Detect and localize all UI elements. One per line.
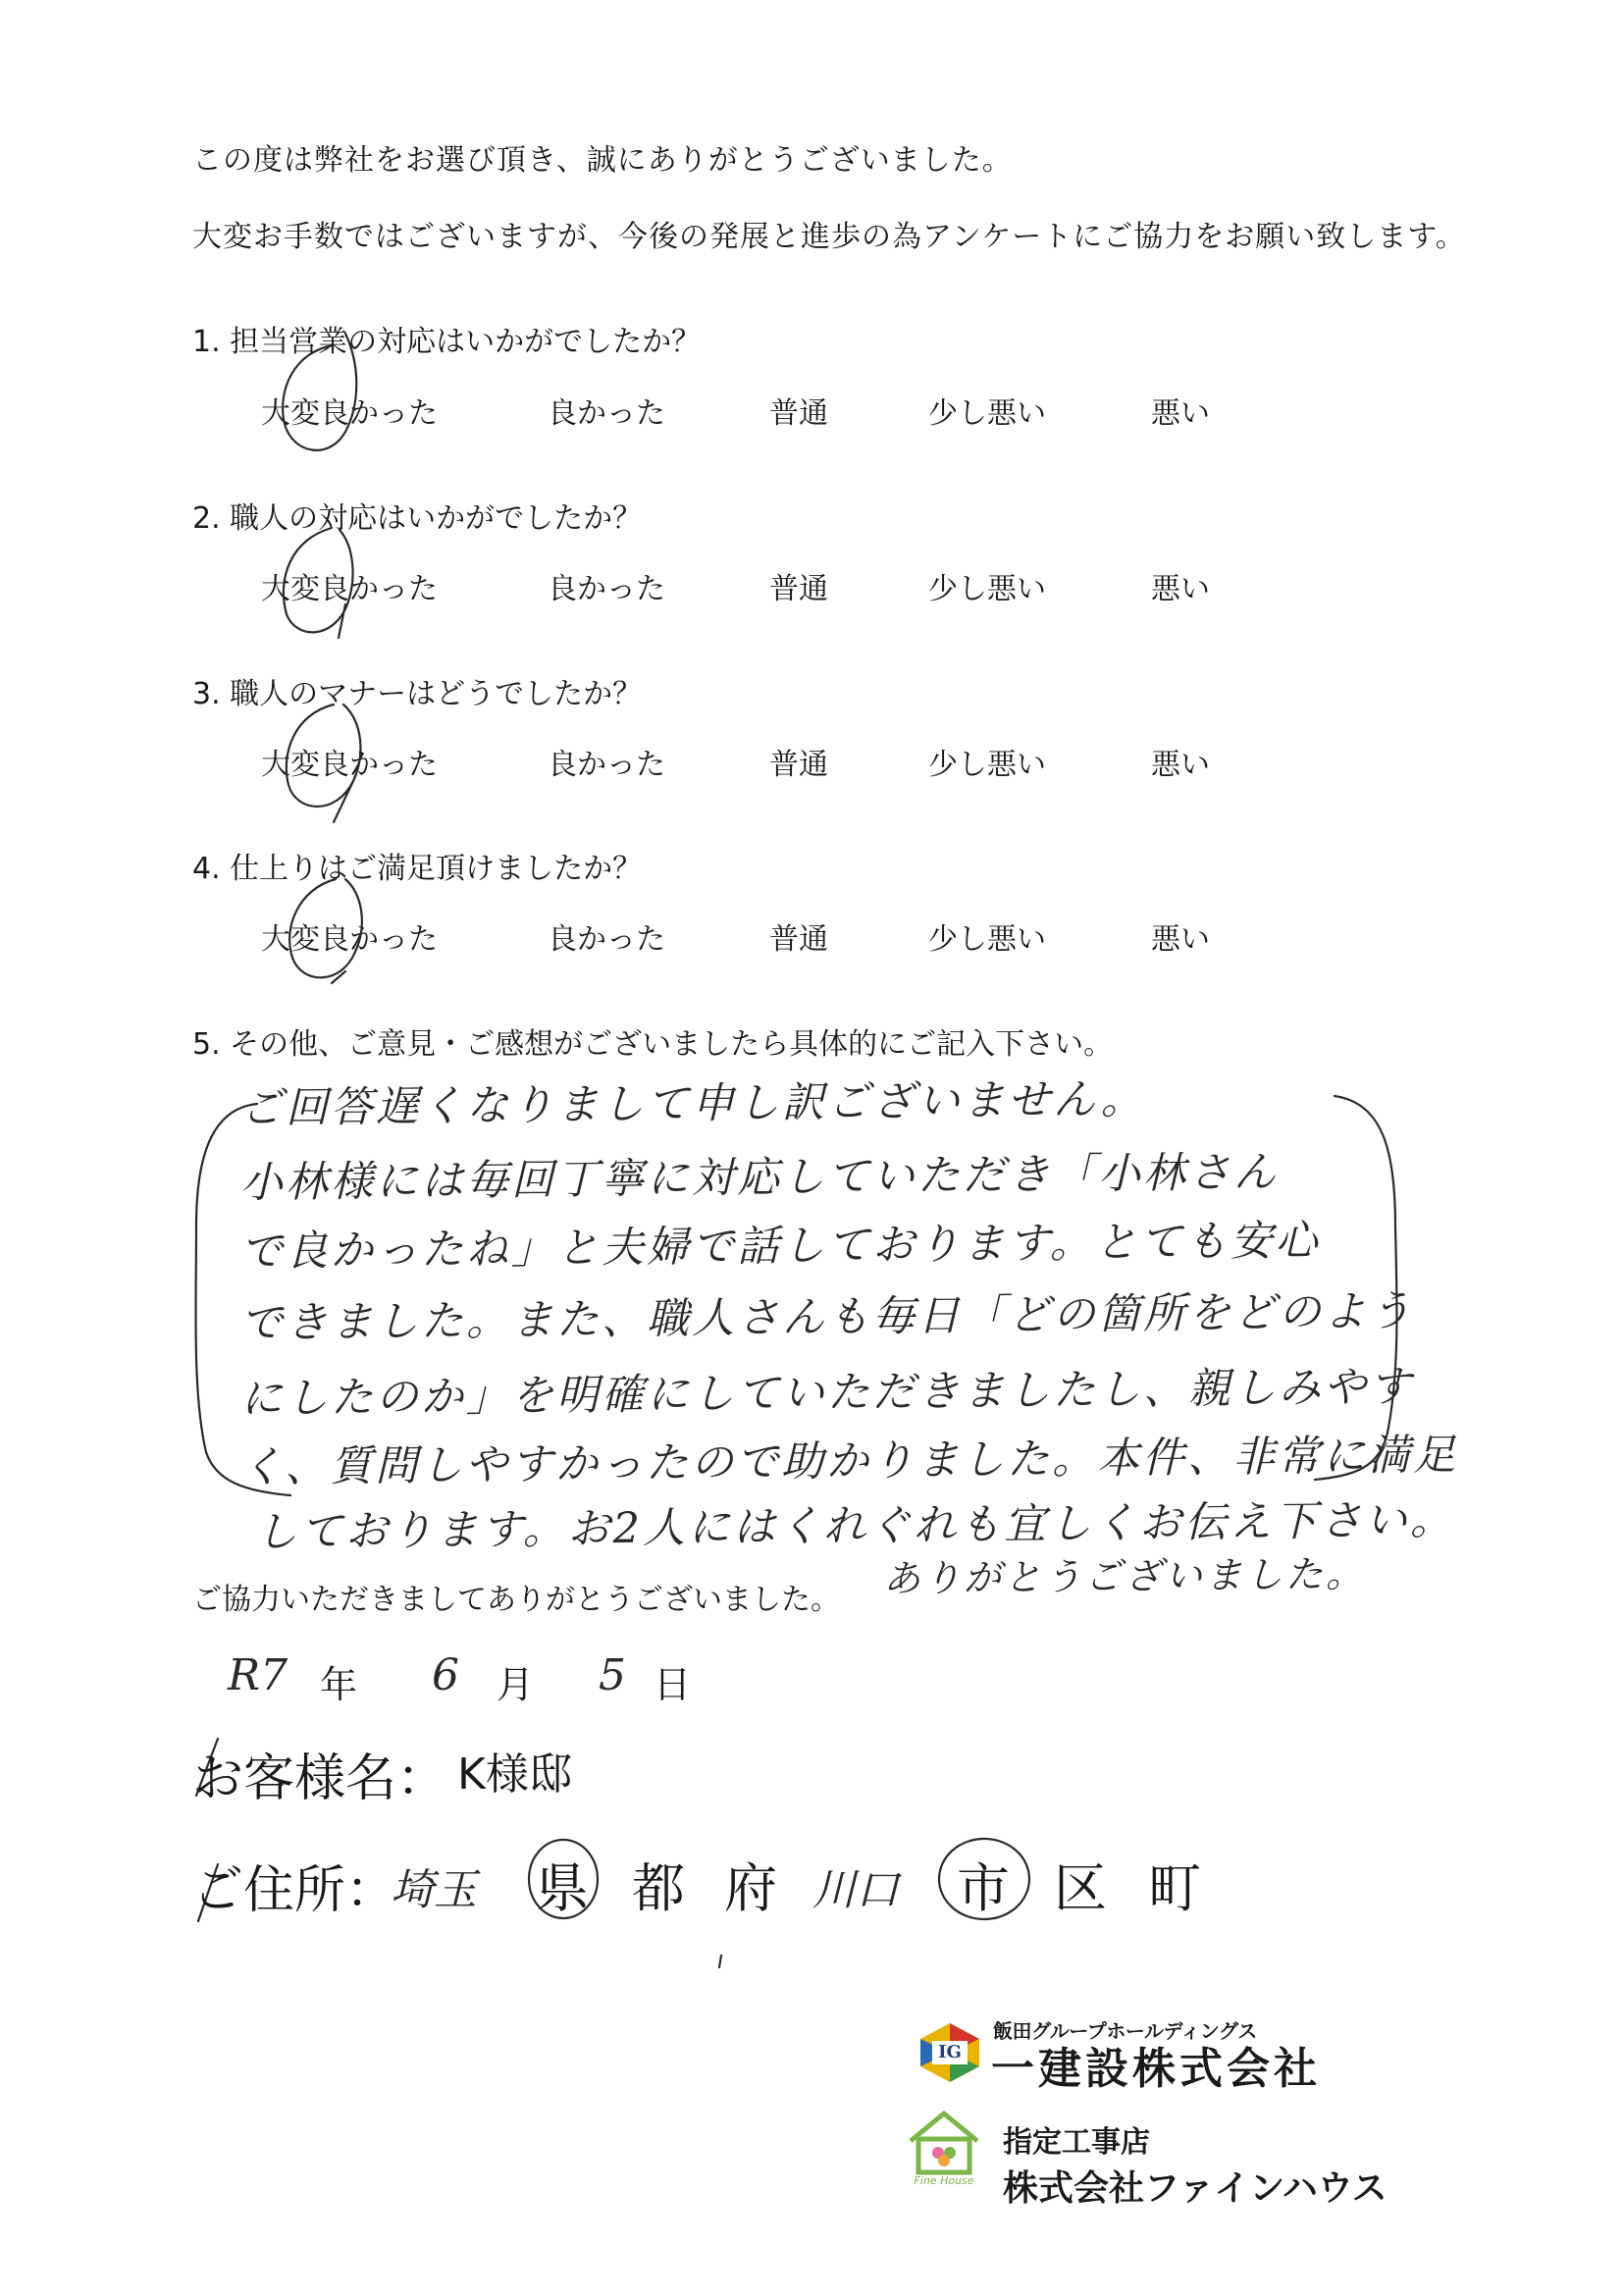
scan-mark: [719, 1956, 721, 1967]
question-5: 5. その他、ご意見・ご感想がございましたら具体的にご記入下さい。: [192, 1027, 1114, 1062]
date-day-label: 日: [654, 1663, 692, 1706]
ig-logo-text: IG: [938, 2042, 962, 2062]
q1-option-normal[interactable]: 普通: [769, 396, 828, 431]
q1-option-good[interactable]: 良かった: [548, 396, 665, 431]
city-unit-ku[interactable]: 区: [1054, 1857, 1107, 1919]
q4-option-very-good[interactable]: 大変良かった: [261, 922, 438, 957]
address-prefecture[interactable]: 埼玉: [391, 1865, 477, 1915]
q1-option-bad[interactable]: 悪い: [1151, 396, 1210, 431]
agent-label: 指定工事店: [1003, 2125, 1150, 2160]
q4-option-bad[interactable]: 悪い: [1151, 922, 1210, 957]
company-name: 一建設株式会社: [991, 2044, 1321, 2094]
intro-line-2: 大変お手数ではございますが、今後の発展と進歩の為アンケートにご協力をお願い致します。: [192, 220, 1466, 254]
date-month-label: 月: [497, 1663, 535, 1706]
comment-line-5: にしたのか」を明確にしていただきましたし、親しみやす: [239, 1362, 1415, 1424]
ig-logo: [918, 2021, 981, 2084]
pref-unit-fu[interactable]: 府: [724, 1857, 777, 1919]
q3-option-good[interactable]: 良かった: [548, 748, 665, 782]
city-unit-cho[interactable]: 町: [1148, 1857, 1201, 1919]
q2-option-good[interactable]: 良かった: [548, 572, 665, 606]
house-icon: [905, 2108, 983, 2176]
comment-line-4: できました。また、職人さんも毎日「どの箇所をどのよう: [239, 1286, 1415, 1348]
q4-option-normal[interactable]: 普通: [769, 922, 828, 957]
q3-option-slightly-bad[interactable]: 少し悪い: [928, 748, 1046, 782]
thanks-text: ご協力いただきましてありがとうございました。: [192, 1583, 840, 1617]
date-day: 5: [599, 1650, 626, 1700]
comment-line-2: 小林様には毎回丁寧に対応していただき「小林さん: [239, 1147, 1280, 1208]
date-era-year: R7: [228, 1650, 288, 1700]
finehouse-logo-text: Fine House: [914, 2174, 974, 2187]
date-year-label: 年: [320, 1663, 358, 1706]
comment-line-1: ご回答遅くなりまして申し訳ございません。: [239, 1074, 1146, 1133]
question-2: 2. 職人の対応はいかがでしたか？: [192, 501, 643, 536]
q2-option-very-good[interactable]: 大変良かった: [261, 572, 438, 606]
q2-answer-circle: [284, 528, 353, 638]
intro-line-1: この度は弊社をお選び頂き、誠にありがとうございました。: [192, 143, 1013, 178]
address-label: ご住所：: [192, 1861, 397, 1920]
q4-option-slightly-bad[interactable]: 少し悪い: [928, 922, 1046, 957]
q3-option-normal[interactable]: 普通: [769, 748, 828, 782]
q2-option-normal[interactable]: 普通: [769, 572, 828, 606]
customer-label: お客様名：: [192, 1749, 448, 1808]
q1-option-very-good[interactable]: 大変良かった: [261, 396, 438, 431]
q4-answer-circle: [289, 879, 362, 983]
question-1: 1. 担当営業の対応はいかがでしたか？: [192, 325, 702, 359]
q3-answer-circle: [287, 704, 361, 822]
question-4: 4. 仕上りはご満足頂けましたか？: [192, 852, 643, 886]
agent-name: 株式会社ファインハウス: [1003, 2168, 1387, 2209]
q3-option-bad[interactable]: 悪い: [1151, 748, 1210, 782]
comment-line-3: で良かったね」と夫婦で話しております。とても安心: [239, 1216, 1321, 1277]
city-unit-shi[interactable]: 市: [957, 1857, 1010, 1919]
comment-line-8: ありがとうございました。: [882, 1551, 1367, 1600]
date-month: 6: [432, 1650, 459, 1700]
pref-unit-to[interactable]: 都: [632, 1857, 685, 1919]
address-city[interactable]: 川口: [812, 1865, 899, 1915]
q2-option-bad[interactable]: 悪い: [1151, 572, 1210, 606]
q4-option-good[interactable]: 良かった: [548, 922, 665, 957]
comment-line-7: しております。お2人にはくれぐれも宜しくお伝え下さい。: [254, 1495, 1456, 1557]
comment-line-6: く、質問しやすかったので助かりました。本件、非常に満足: [239, 1431, 1459, 1492]
question-3: 3. 職人のマナーはどうでしたか？: [192, 677, 643, 711]
finehouse-logo: [905, 2108, 983, 2190]
pref-unit-ken[interactable]: 県: [536, 1857, 589, 1919]
q3-option-very-good[interactable]: 大変良かった: [261, 748, 438, 782]
customer-name[interactable]: K様邸: [457, 1749, 572, 1800]
q1-option-slightly-bad[interactable]: 少し悪い: [928, 396, 1046, 431]
q1-answer-circle: [283, 334, 356, 450]
company-group: 飯田グループホールディングス: [993, 2019, 1257, 2043]
q2-option-slightly-bad[interactable]: 少し悪い: [928, 572, 1046, 606]
